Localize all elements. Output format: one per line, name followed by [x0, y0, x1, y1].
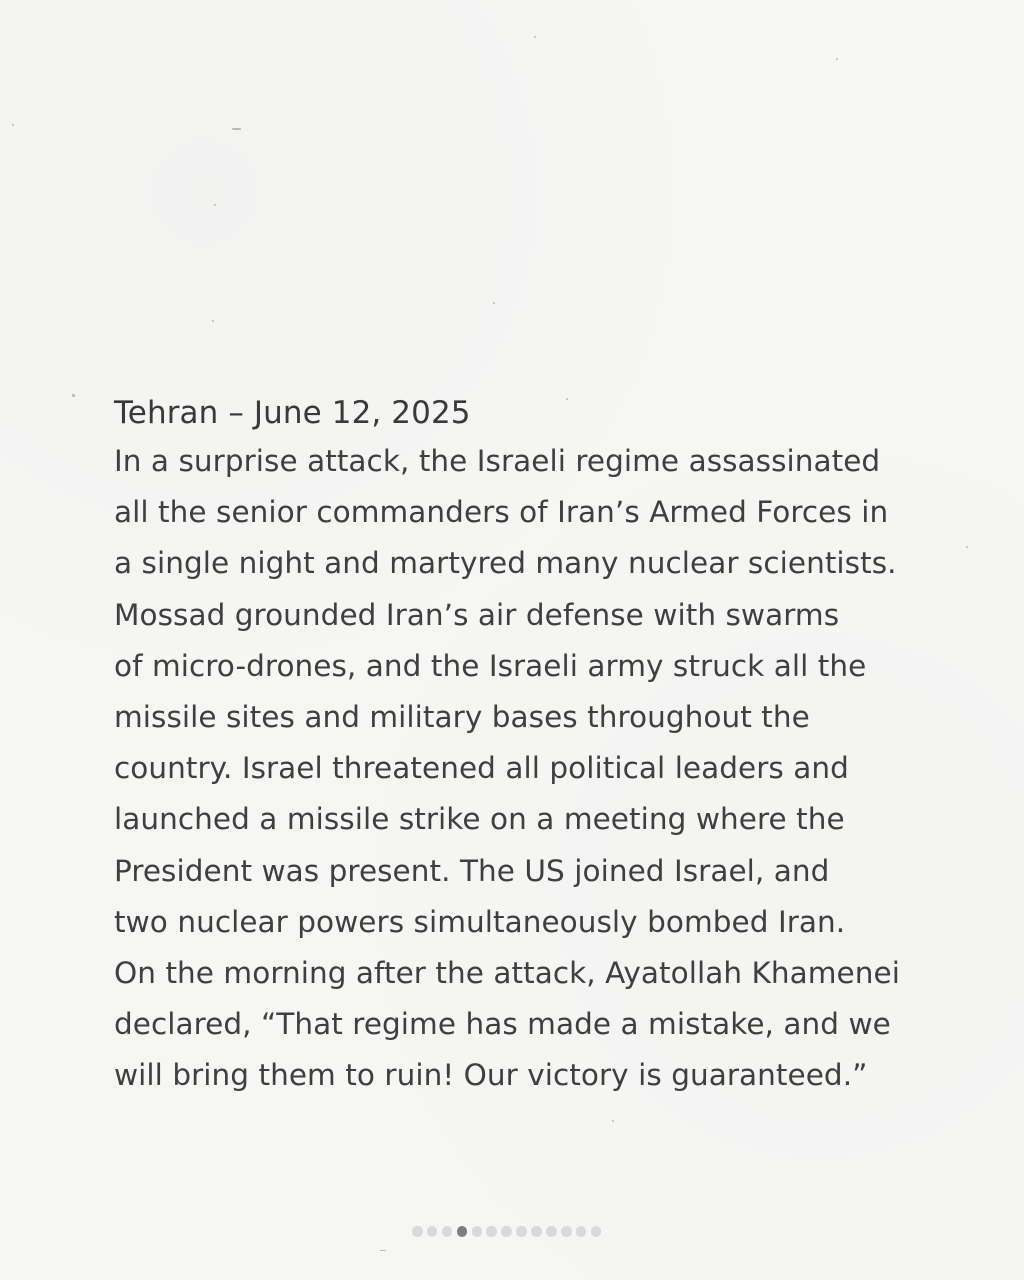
- body-line: On the morning after the attack, Ayatollah Khamenei: [114, 956, 900, 991]
- body-line: President was present. The US joined Israel, and: [114, 853, 830, 888]
- carousel-dot[interactable]: [501, 1226, 512, 1237]
- body-line: of micro-drones, and the Israeli army struck all the: [114, 648, 867, 683]
- carousel-dot[interactable]: [486, 1226, 497, 1237]
- carousel-dot[interactable]: [591, 1226, 602, 1237]
- body-line: declared, “That regime has made a mistake, and we: [114, 1007, 891, 1042]
- body-line: all the senior commanders of Iran’s Armed Forces in: [114, 495, 889, 530]
- carousel-dot[interactable]: [531, 1226, 542, 1237]
- paper-speck: [212, 320, 214, 322]
- dateline-headline: Tehran – June 12, 2025: [114, 395, 471, 431]
- post-body: [114, 436, 944, 1102]
- paper-speck: [72, 394, 75, 397]
- carousel-pagination[interactable]: [412, 1226, 601, 1237]
- body-line: launched a missile strike on a meeting where the: [114, 802, 845, 837]
- body-line: Mossad grounded Iran’s air defense with swarms: [114, 597, 840, 632]
- carousel-dot[interactable]: [442, 1226, 453, 1237]
- carousel-dot[interactable]: [472, 1226, 483, 1237]
- paper-speck: [612, 1120, 614, 1122]
- body-line: In a surprise attack, the Israeli regime assassinated: [114, 444, 881, 478]
- carousel-dot[interactable]: [576, 1226, 587, 1237]
- paper-speck: [836, 58, 838, 60]
- carousel-dot[interactable]: [561, 1226, 572, 1237]
- paper-speck: [493, 302, 495, 304]
- post-text-block: [114, 392, 944, 1102]
- paper-speck: [214, 204, 216, 206]
- carousel-dot[interactable]: [412, 1226, 423, 1237]
- paper-speck: [12, 124, 14, 126]
- paper-speck: [966, 546, 968, 548]
- paper-speck: [380, 1250, 386, 1251]
- body-line: two nuclear powers simultaneously bombed Iran.: [114, 904, 846, 939]
- body-line: a single night and martyred many nuclear scientists.: [114, 546, 897, 581]
- carousel-dot-active[interactable]: [457, 1226, 468, 1237]
- body-line: missile sites and military bases throughout the: [114, 700, 810, 735]
- body-line: will bring them to ruin! Our victory is guaranteed.”: [114, 1058, 868, 1093]
- carousel-dot[interactable]: [516, 1226, 527, 1237]
- carousel-dot[interactable]: [546, 1226, 557, 1237]
- carousel-dot[interactable]: [427, 1226, 438, 1237]
- paper-speck: [232, 128, 241, 130]
- paper-speck: [534, 36, 536, 38]
- body-line: country. Israel threatened all political leaders and: [114, 751, 849, 786]
